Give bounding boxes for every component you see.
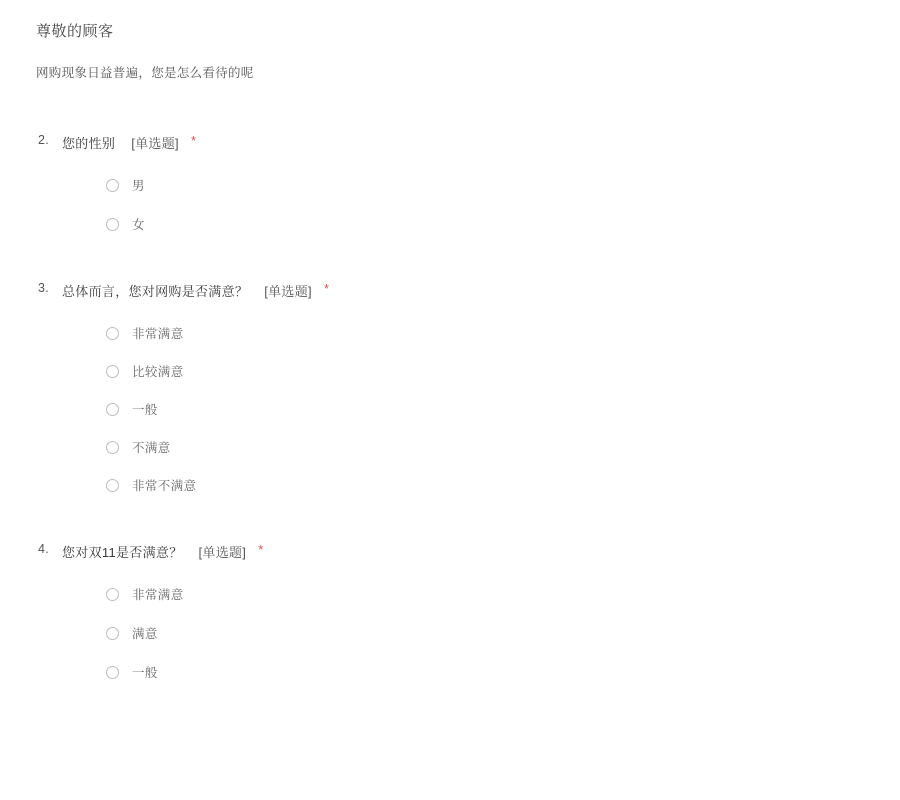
required-marker: * — [190, 133, 197, 148]
option-label: 不满意 — [132, 441, 171, 455]
question-type-badge: [单选题] — [264, 284, 312, 299]
radio-option[interactable] — [106, 215, 864, 233]
question-header — [36, 133, 864, 152]
radio-option[interactable] — [106, 624, 864, 642]
option-label: 比较满意 — [132, 365, 184, 379]
radio-icon[interactable] — [106, 441, 119, 454]
option-label: 非常满意 — [132, 588, 184, 602]
question-text: 您的性别 — [62, 136, 116, 151]
question-number: 4. — [38, 542, 50, 556]
spacer — [36, 271, 864, 281]
radio-icon[interactable] — [106, 627, 119, 640]
option-label: 女 — [132, 218, 145, 232]
radio-option[interactable] — [106, 324, 864, 342]
question-item — [36, 542, 864, 681]
radio-icon[interactable] — [106, 588, 119, 601]
radio-option[interactable] — [106, 438, 864, 456]
option-label: 一般 — [132, 666, 158, 680]
option-label: 非常满意 — [132, 327, 184, 341]
option-group — [36, 176, 864, 233]
radio-option[interactable] — [106, 176, 864, 194]
radio-option[interactable] — [106, 476, 864, 494]
option-label: 一般 — [132, 403, 158, 417]
radio-icon[interactable] — [106, 218, 119, 231]
option-label: 非常不满意 — [132, 479, 197, 493]
question-header — [36, 281, 864, 300]
spacer — [36, 532, 864, 542]
radio-icon[interactable] — [106, 479, 119, 492]
question-item — [36, 133, 864, 233]
radio-icon[interactable] — [106, 666, 119, 679]
radio-option[interactable] — [106, 362, 864, 380]
question-number: 2. — [38, 133, 50, 147]
option-label: 男 — [132, 179, 145, 193]
question-text: 您对双11是否满意？ — [62, 545, 183, 560]
page-title: 尊敬的顾客 — [36, 23, 114, 40]
survey-description: 网购现象日益普遍，您是怎么看待的呢 — [36, 66, 254, 80]
radio-option[interactable] — [106, 585, 864, 603]
question-type-badge: [单选题] — [131, 136, 179, 151]
question-type-badge: [单选题] — [198, 545, 247, 560]
option-group — [36, 585, 864, 681]
question-number: 3. — [38, 281, 50, 295]
radio-option[interactable] — [106, 663, 864, 681]
radio-icon[interactable] — [106, 403, 119, 416]
radio-icon[interactable] — [106, 327, 119, 340]
option-group — [36, 324, 864, 494]
required-marker: * — [323, 281, 330, 296]
question-list — [36, 133, 864, 681]
question-header — [36, 542, 864, 561]
option-label: 满意 — [132, 627, 158, 641]
radio-option[interactable] — [106, 400, 864, 418]
question-item — [36, 281, 864, 494]
radio-icon[interactable] — [106, 179, 119, 192]
question-text: 总体而言，您对网购是否满意？ — [62, 284, 249, 299]
radio-icon[interactable] — [106, 365, 119, 378]
required-marker: * — [258, 542, 264, 557]
